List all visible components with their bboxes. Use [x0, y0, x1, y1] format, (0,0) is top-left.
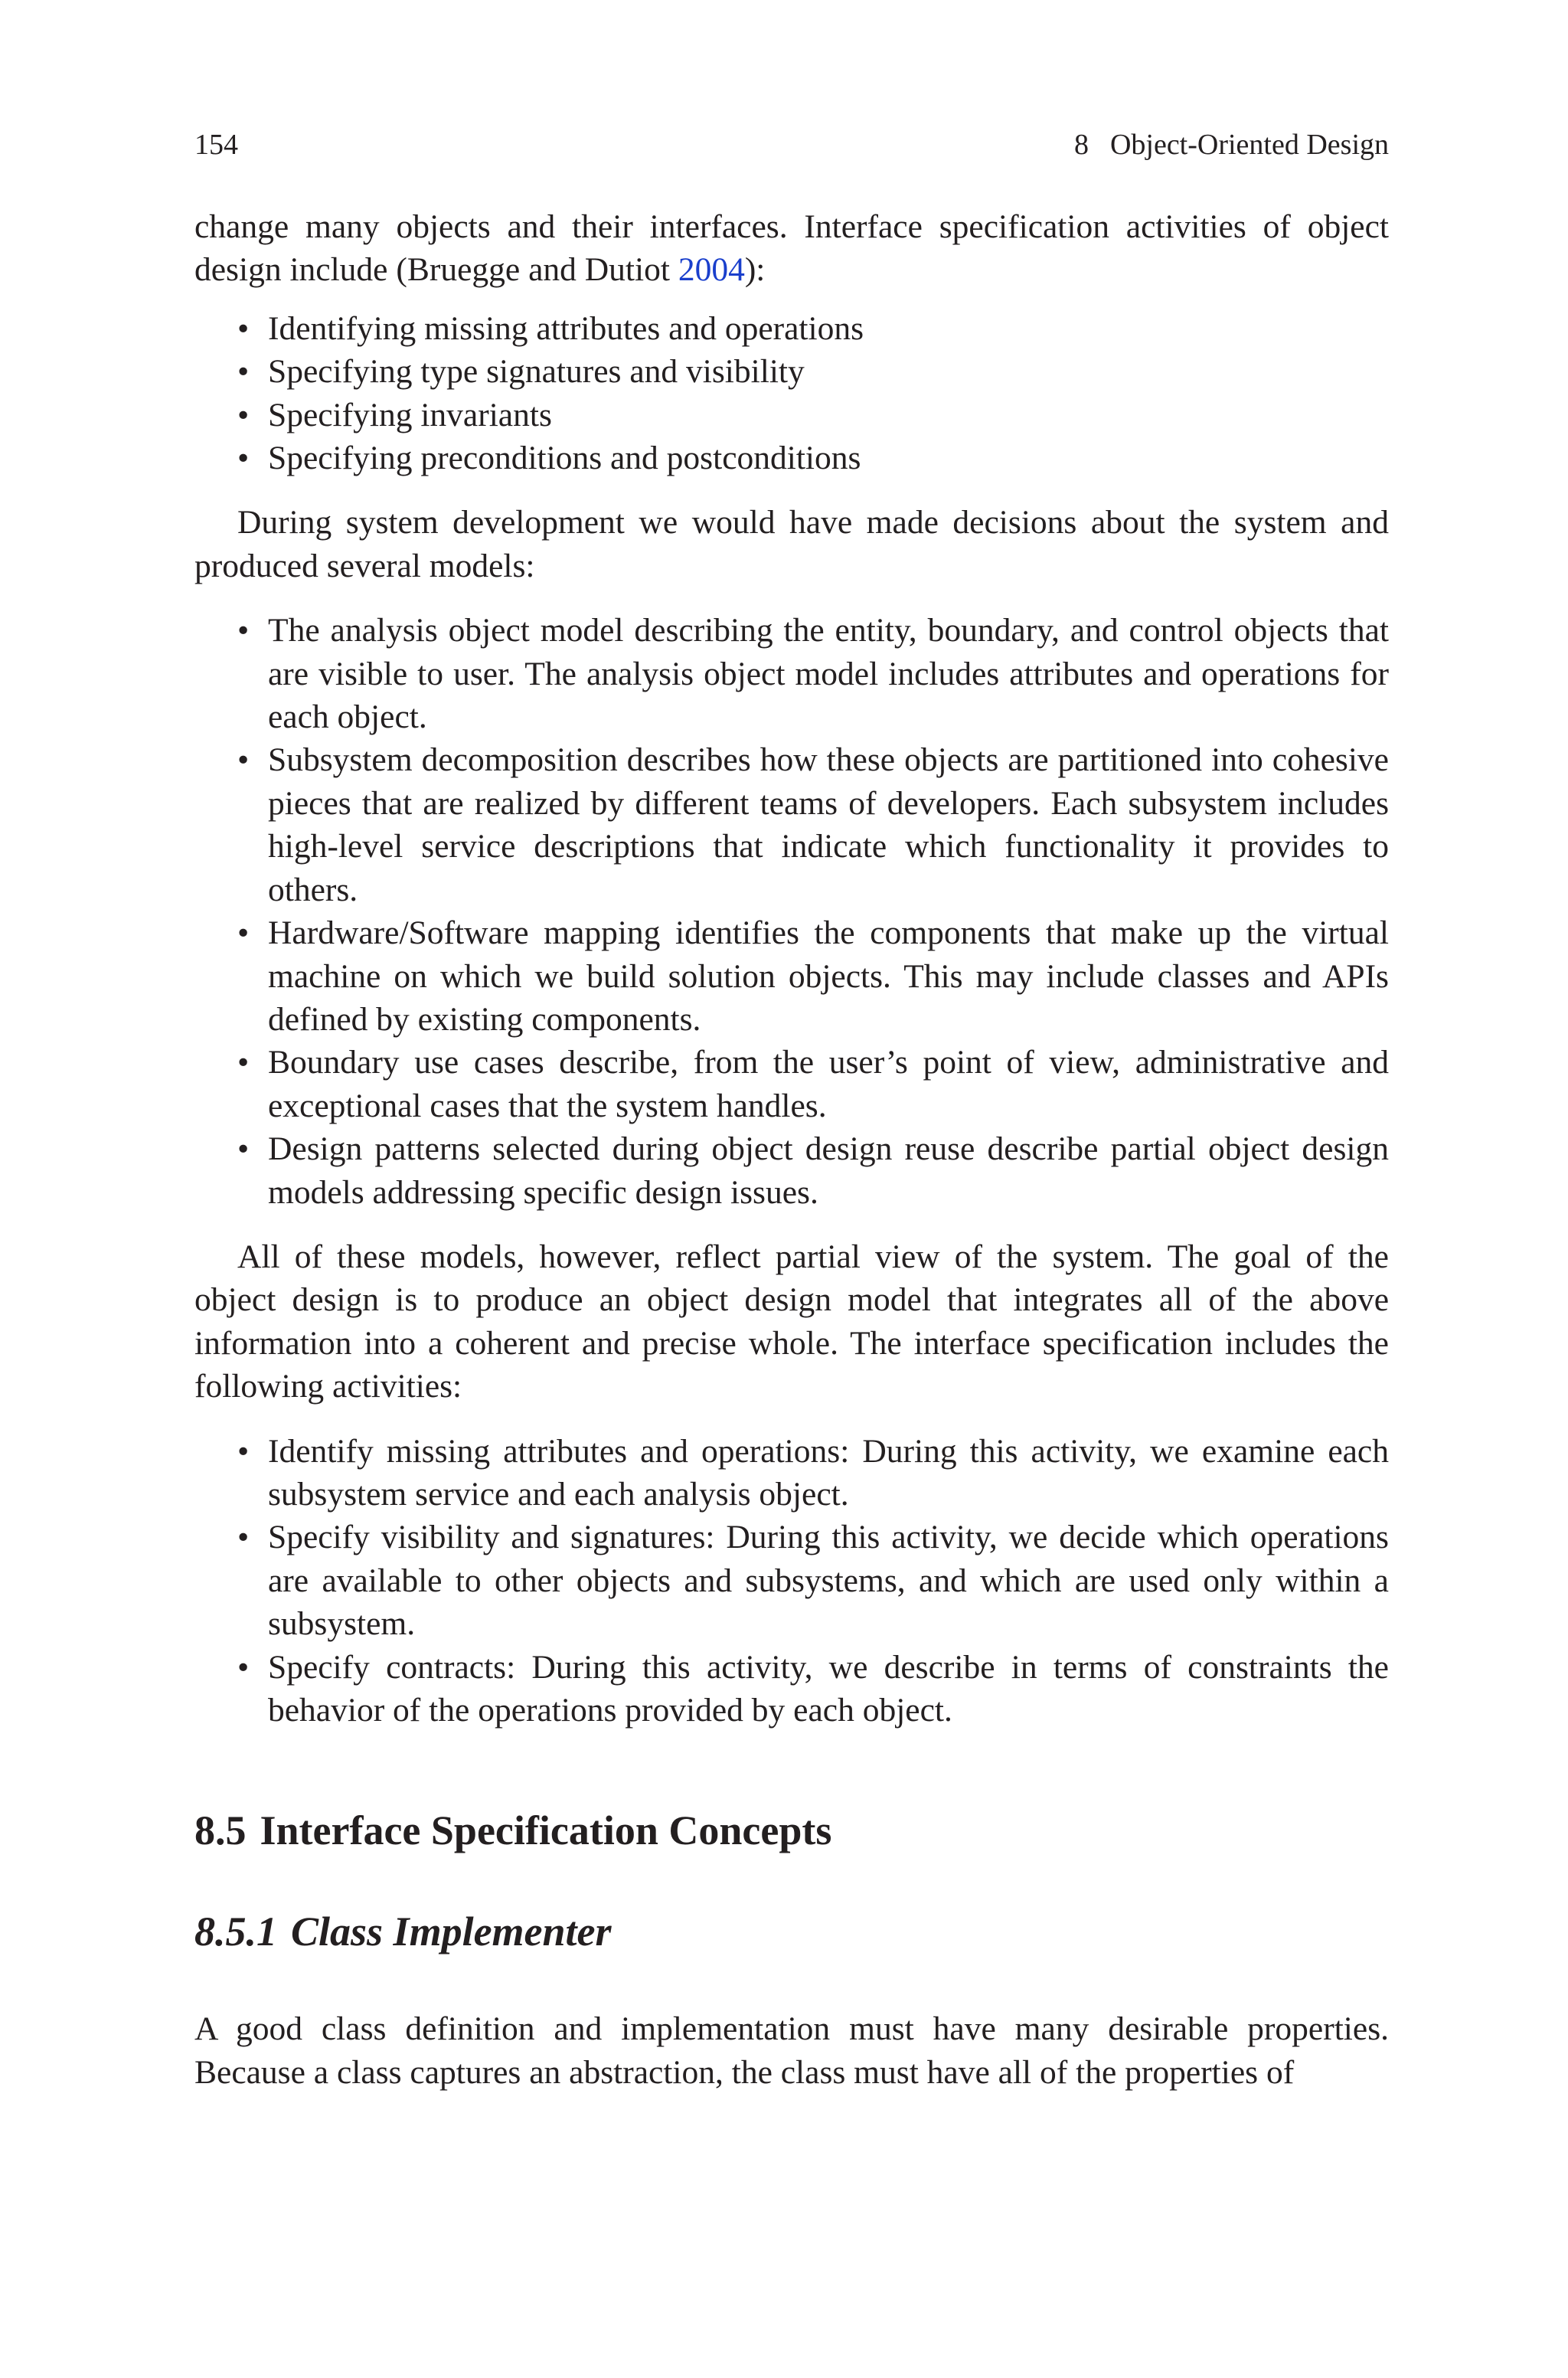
list-item: [194, 1041, 1389, 1127]
bullet-icon: •: [237, 612, 250, 649]
section-heading: [194, 1805, 1389, 1856]
chapter-title: Object-Oriented Design: [1109, 129, 1389, 161]
models-list: [194, 609, 1389, 1214]
spec-activities-list: [194, 1430, 1389, 1732]
bullet-icon: •: [237, 741, 250, 779]
paragraph-object-design-goal: All of these models, however, reflect partial view of the system. The goal of the object design is to produce an object design model that integrates all of the above information into a coherent and precise whole. The interface specification includes the following activities:: [194, 1238, 1389, 1405]
list-item: [194, 437, 1389, 479]
list-item: [194, 307, 1389, 350]
bullet-icon: •: [237, 396, 250, 433]
list-item-text: Specify contracts: During this activity, we describe in terms of constraints the behavior of the operations provided by each object.: [268, 1648, 1389, 1729]
list-item: [194, 1430, 1389, 1516]
running-chapter-title: [1074, 126, 1389, 164]
citation-link[interactable]: 2004: [678, 251, 745, 289]
paragraph-intro-text: change many objects and their interfaces. Interface specification activities of object design include (Bruegge and Dutiot: [194, 208, 1389, 289]
bullet-icon: •: [237, 1130, 250, 1168]
body-text: [194, 205, 1389, 2094]
list-item-text: Boundary use cases describe, from the user’s point of view, administrative and exceptional cases that the system handles.: [268, 1044, 1389, 1124]
paragraph-class-definition: A good class definition and implementation must have many desirable properties. Because a class captures an abstraction, the class must have all of the properties of: [194, 2010, 1389, 2091]
interface-activities-list: [194, 307, 1389, 480]
list-item-text: Hardware/Software mapping identifies the components that make up the virtual machine on which we build solution objects. This may include classes and APIs defined by existing components.: [268, 914, 1389, 1038]
section-title: Interface Specification Concepts: [260, 1807, 832, 1854]
bullet-icon: •: [237, 309, 250, 347]
list-item-text: Subsystem decomposition describes how these objects are partitioned into cohesive pieces that are realized by different teams of developers. Each subsystem includes high-level service descriptions that indicate which functionality it provides to others.: [268, 741, 1389, 908]
section-number: 8.5: [194, 1807, 247, 1854]
paragraph-intro: [194, 205, 1389, 292]
list-item-text: The analysis object model describing the entity, boundary, and control objects that are visible to user. The analysis object model includes attributes and operations for each object.: [268, 612, 1389, 736]
list-item: [194, 609, 1389, 738]
list-item: [194, 1516, 1389, 1645]
list-item-text: Design patterns selected during object design reuse describe partial object design models addressing specific design issues.: [268, 1130, 1389, 1211]
subsection-number: 8.5.1: [194, 1909, 277, 1955]
subsection-title: Class Implementer: [291, 1909, 612, 1955]
page-number: 154: [194, 129, 238, 161]
list-item: [194, 1127, 1389, 1214]
list-item: [194, 738, 1389, 911]
list-item: [194, 394, 1389, 437]
bullet-icon: •: [237, 1648, 250, 1686]
list-item: [194, 350, 1389, 393]
list-item-text: Specify visibility and signatures: During this activity, we decide which operations are available to other objects and subsystems, and which are used only within a subsystem.: [268, 1519, 1389, 1643]
paragraph-intro-tail: ):: [744, 251, 766, 289]
bullet-icon: •: [237, 1432, 250, 1470]
list-item-text: Identify missing attributes and operations: During this activity, we examine each subsystem service and each analysis object.: [268, 1432, 1389, 1513]
chapter-number: 8: [1073, 129, 1089, 161]
bullet-icon: •: [237, 1519, 250, 1556]
bullet-icon: •: [237, 914, 250, 952]
running-head: [194, 126, 1389, 164]
paragraph-models: During system development we would have made decisions about the system and produced several models:: [194, 504, 1389, 584]
list-item: [194, 911, 1389, 1041]
list-item-text: Specifying type signatures and visibility: [268, 353, 805, 391]
bullet-icon: •: [237, 440, 250, 477]
bullet-icon: •: [237, 353, 250, 391]
list-item: [194, 1646, 1389, 1732]
bullet-icon: •: [237, 1044, 250, 1081]
subsection-heading: [194, 1906, 1389, 1957]
list-item-text: Specifying preconditions and postconditions: [268, 440, 861, 477]
list-item-text: Specifying invariants: [268, 396, 552, 433]
list-item-text: Identifying missing attributes and operations: [268, 309, 864, 347]
